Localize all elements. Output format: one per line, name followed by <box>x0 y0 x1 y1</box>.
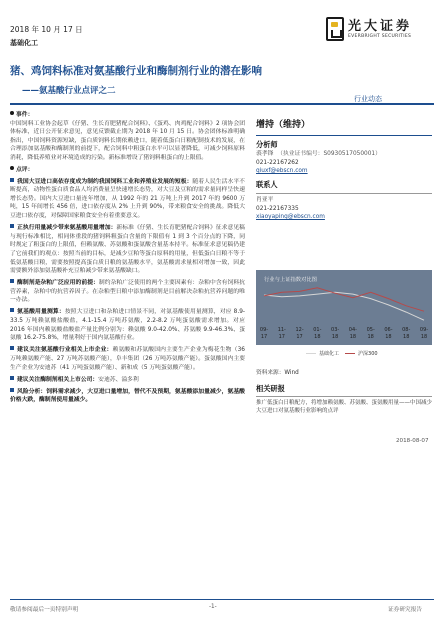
chart-legend <box>300 350 378 357</box>
square-bullet-icon <box>10 279 14 283</box>
x-tick-sublabel: 17 <box>296 334 303 340</box>
analyst-phone: 021-22167262 <box>256 159 299 166</box>
analyst-heading: 分析师 <box>256 139 278 149</box>
report-body <box>10 111 245 405</box>
report-series-tag: 行业动态 <box>354 95 382 103</box>
square-bullet-icon <box>10 346 14 350</box>
bullet-icon <box>10 111 14 115</box>
legend-swatch-index <box>345 353 355 354</box>
x-tick-sublabel: 18 <box>420 334 428 340</box>
square-bullet-icon <box>10 388 14 392</box>
x-tick-label: 06- <box>384 327 393 333</box>
point-amino-acid: 正执行用量减少带来氨基酸用量增加：新标准《仔猪、生长育肥猪配合饲料》征求意见稿与现行标准相比，相同体重段的猪饲料粗蛋白含量的下限值有 1 到 3 个百分点的下降，同时规定了粗蛋白的上限值，但赖氨酸、苏氨酸和蛋氨酸含量基本持平。标准征求意见稿仍建了它前我们的观点：按照当前的目标，是减少豆粕等蛋白原料的用量，但低蛋白日粮不等于低氨基酸日粮，需要按照提高蛋白质日粮的氨基酸水平，氨基酸需求量相对增加一致，因此需要额外添加氨基酸补充豆粕减少带来氨基酸缺口。 <box>10 225 245 275</box>
x-tick-label: 12- <box>295 327 304 333</box>
legend-label-index: 沪深300 <box>358 351 378 357</box>
related-report-link[interactable]: 推广低蛋白日粮配方，将增加赖氨酸、苏氨酸、蛋氨酸用量——中国减少大豆进口对氨基酸行业影响的点评 <box>256 399 433 414</box>
event-text: 中国饲料工业协会起草《仔猪、生长育肥猪配合饲料》、《蛋鸡、肉鸡配合饲料》2 项协会团体标准，近日公开征求意见，意见反馈截止期为 2018 年 10 月 15 日。协会团体标准明确指出，中国饲料资源短缺，蛋白质饲料长期依赖进口，随着低蛋白日粮配制技术的发展，在合理添加氨基酸和酶制剂的前提下，配合饲料中粗蛋白水平可以显著降低，可减少饲料原料消耗，降低养殖业对环境造成的污染。新标准增设了猪饲料粗蛋白的上限值。 <box>10 120 245 161</box>
related-divider <box>256 396 432 397</box>
industry-category: 基础化工 <box>10 39 38 47</box>
report-subtitle: ——氨基酸行业点评之二 <box>22 86 116 96</box>
series-line-0 <box>264 292 424 320</box>
x-tick-label: 04- <box>348 327 357 333</box>
sidebar-divider <box>256 135 432 136</box>
series-line-1 <box>264 288 424 311</box>
logo-name-en: EVERBRIGHT SECURITIES <box>348 33 412 39</box>
x-tick-label: 09- <box>419 327 429 333</box>
analyst-email-link[interactable]: qiuxf@ebscn.com <box>256 168 308 175</box>
legend-swatch-industry <box>306 353 316 354</box>
x-tick-sublabel: 18 <box>367 334 374 340</box>
page-number: -1- <box>209 604 217 610</box>
x-tick-label: 11- <box>277 327 286 333</box>
x-tick-label: 05- <box>366 327 375 333</box>
x-tick-sublabel: 17 <box>278 334 285 340</box>
company-logo <box>326 14 434 44</box>
square-bullet-icon <box>10 308 14 312</box>
contact-email-link[interactable]: xiaoyaping@ebscn.com <box>256 214 325 221</box>
point-risk: 风险分析：饲料需求减少，大豆进口量增加，替代不及预期，氨基酸添加量减少，氨基酸价格大跌，酶制剂使用量减少。 <box>10 388 245 404</box>
event-heading: 事件： <box>10 111 245 120</box>
point-enzyme: 酶制剂是杂粕广泛应用的前提：制约杂粕广泛使用的两个主要因素有：杂粕中含有饲料抗营养素，杂粕中的抗营养因子。在杂粕型日粮中添加酶制剂是目前解决杂粕抗营养问题的唯一办法。 <box>10 280 245 304</box>
chart-title: 行业与上证指数对比图 <box>264 277 317 283</box>
analyst-name-line <box>256 150 432 159</box>
report-title: 猪、鸡饲料标准对氨基酸行业和酶制剂行业的潜在影响 <box>10 65 262 77</box>
square-bullet-icon <box>10 178 14 182</box>
related-heading: 相关研报 <box>256 384 285 393</box>
footer-divider <box>10 599 434 600</box>
point-estimate: 氨基酸用量测算：按照大豆进口和杂粕进口情景不同，对氨基酸使用量测算，对应 8.9-33.5 万吨赖氨酸盐酸盐，4.1-15.4 万吨苏氨酸，2.2-8.2 万吨蛋氨酸需求增加。对应 2016 年国内赖氨酸盐酸盐产量比例分别为：赖氨酸 9.0-42.0%、苏氨酸 9.9-46.3%、蛋氨酸 16.2-75.8%，增量利好于国内氨基酸行业。 <box>10 309 245 342</box>
comment-heading: 点评： <box>10 166 245 175</box>
point-soybean: 我国大豆进口高依存度成为制约我国饲料工业和养殖业发展的短板：随着人民生活水平不断提高，动物性蛋白质食品人均消费量呈快速增长态势，对大豆及豆粕的需求量同样呈快速增长态势。国内大豆进口量连年增加，从 1992 年的 21 万吨上升到 2017 年的 9600 万吨，15 年间增长 456 倍，进口依存度从 2% 上升到 90%，带来粮食安全的挑战。降低大豆进口依存度，对保障国家粮食安全有着重要意义。 <box>10 178 245 220</box>
contact-phone: 021-22167335 <box>256 205 299 212</box>
x-tick-label: 03- <box>331 327 340 333</box>
analyst-name: 裘孝锋 <box>256 150 274 157</box>
x-tick-label: 08- <box>402 327 411 333</box>
footer-report-type: 证券研究报告 <box>388 607 423 613</box>
related-report-date: 2018-08-07 <box>396 438 429 444</box>
rating: 增持（维持） <box>256 120 311 130</box>
contact-divider <box>256 193 432 194</box>
x-tick-sublabel: 18 <box>403 334 410 340</box>
footer-disclaimer: 敬请参阅最后一页特别声明 <box>10 607 79 613</box>
square-bullet-icon <box>10 224 14 228</box>
x-tick-sublabel: 18 <box>331 334 339 340</box>
point-enzyme-companies: 建议关注酶制剂相关上市公司：安迪苏、溢多利 <box>10 376 245 385</box>
x-tick-sublabel: 18 <box>314 334 321 340</box>
logo-mark-icon <box>326 17 344 41</box>
legend-label-industry: 基础化工 <box>319 351 340 357</box>
contact-heading: 联系人 <box>256 180 278 190</box>
x-tick-sublabel: 18 <box>349 334 357 340</box>
x-tick-label: 01- <box>313 327 322 333</box>
bullet-icon <box>10 166 14 170</box>
report-date: 2018 年 10 月 17 日 <box>10 25 83 34</box>
x-tick-sublabel: 17 <box>260 334 268 340</box>
logo-name-cn: 光大证券 <box>348 18 413 34</box>
header-divider <box>10 103 434 105</box>
chart-source: 资料来源：Wind <box>256 370 299 376</box>
analyst-cert: （执业证书编号：S0930517050001） <box>277 150 381 157</box>
point-amino-companies: 建议关注氨基酸行业相关上市企业：赖氨酸和苏氨酸国内主要生产企业为梅花生物（36 万吨赖氨酸产能、27 万吨苏氨酸产能），阜丰集团（26 万吨苏氨酸产能）。蛋氨酸国内主要生产企业为安迪苏（41 万吨蛋氨酸产能）、新和成（5 万吨蛋氨酸产能）。 <box>10 347 245 371</box>
sidebar <box>256 111 432 222</box>
related-reports <box>256 384 432 415</box>
square-bullet-icon <box>10 376 14 380</box>
x-tick-label: 09- <box>259 327 269 333</box>
contact-name: 肖亚平 <box>256 196 274 203</box>
x-tick-sublabel: 18 <box>385 334 392 340</box>
